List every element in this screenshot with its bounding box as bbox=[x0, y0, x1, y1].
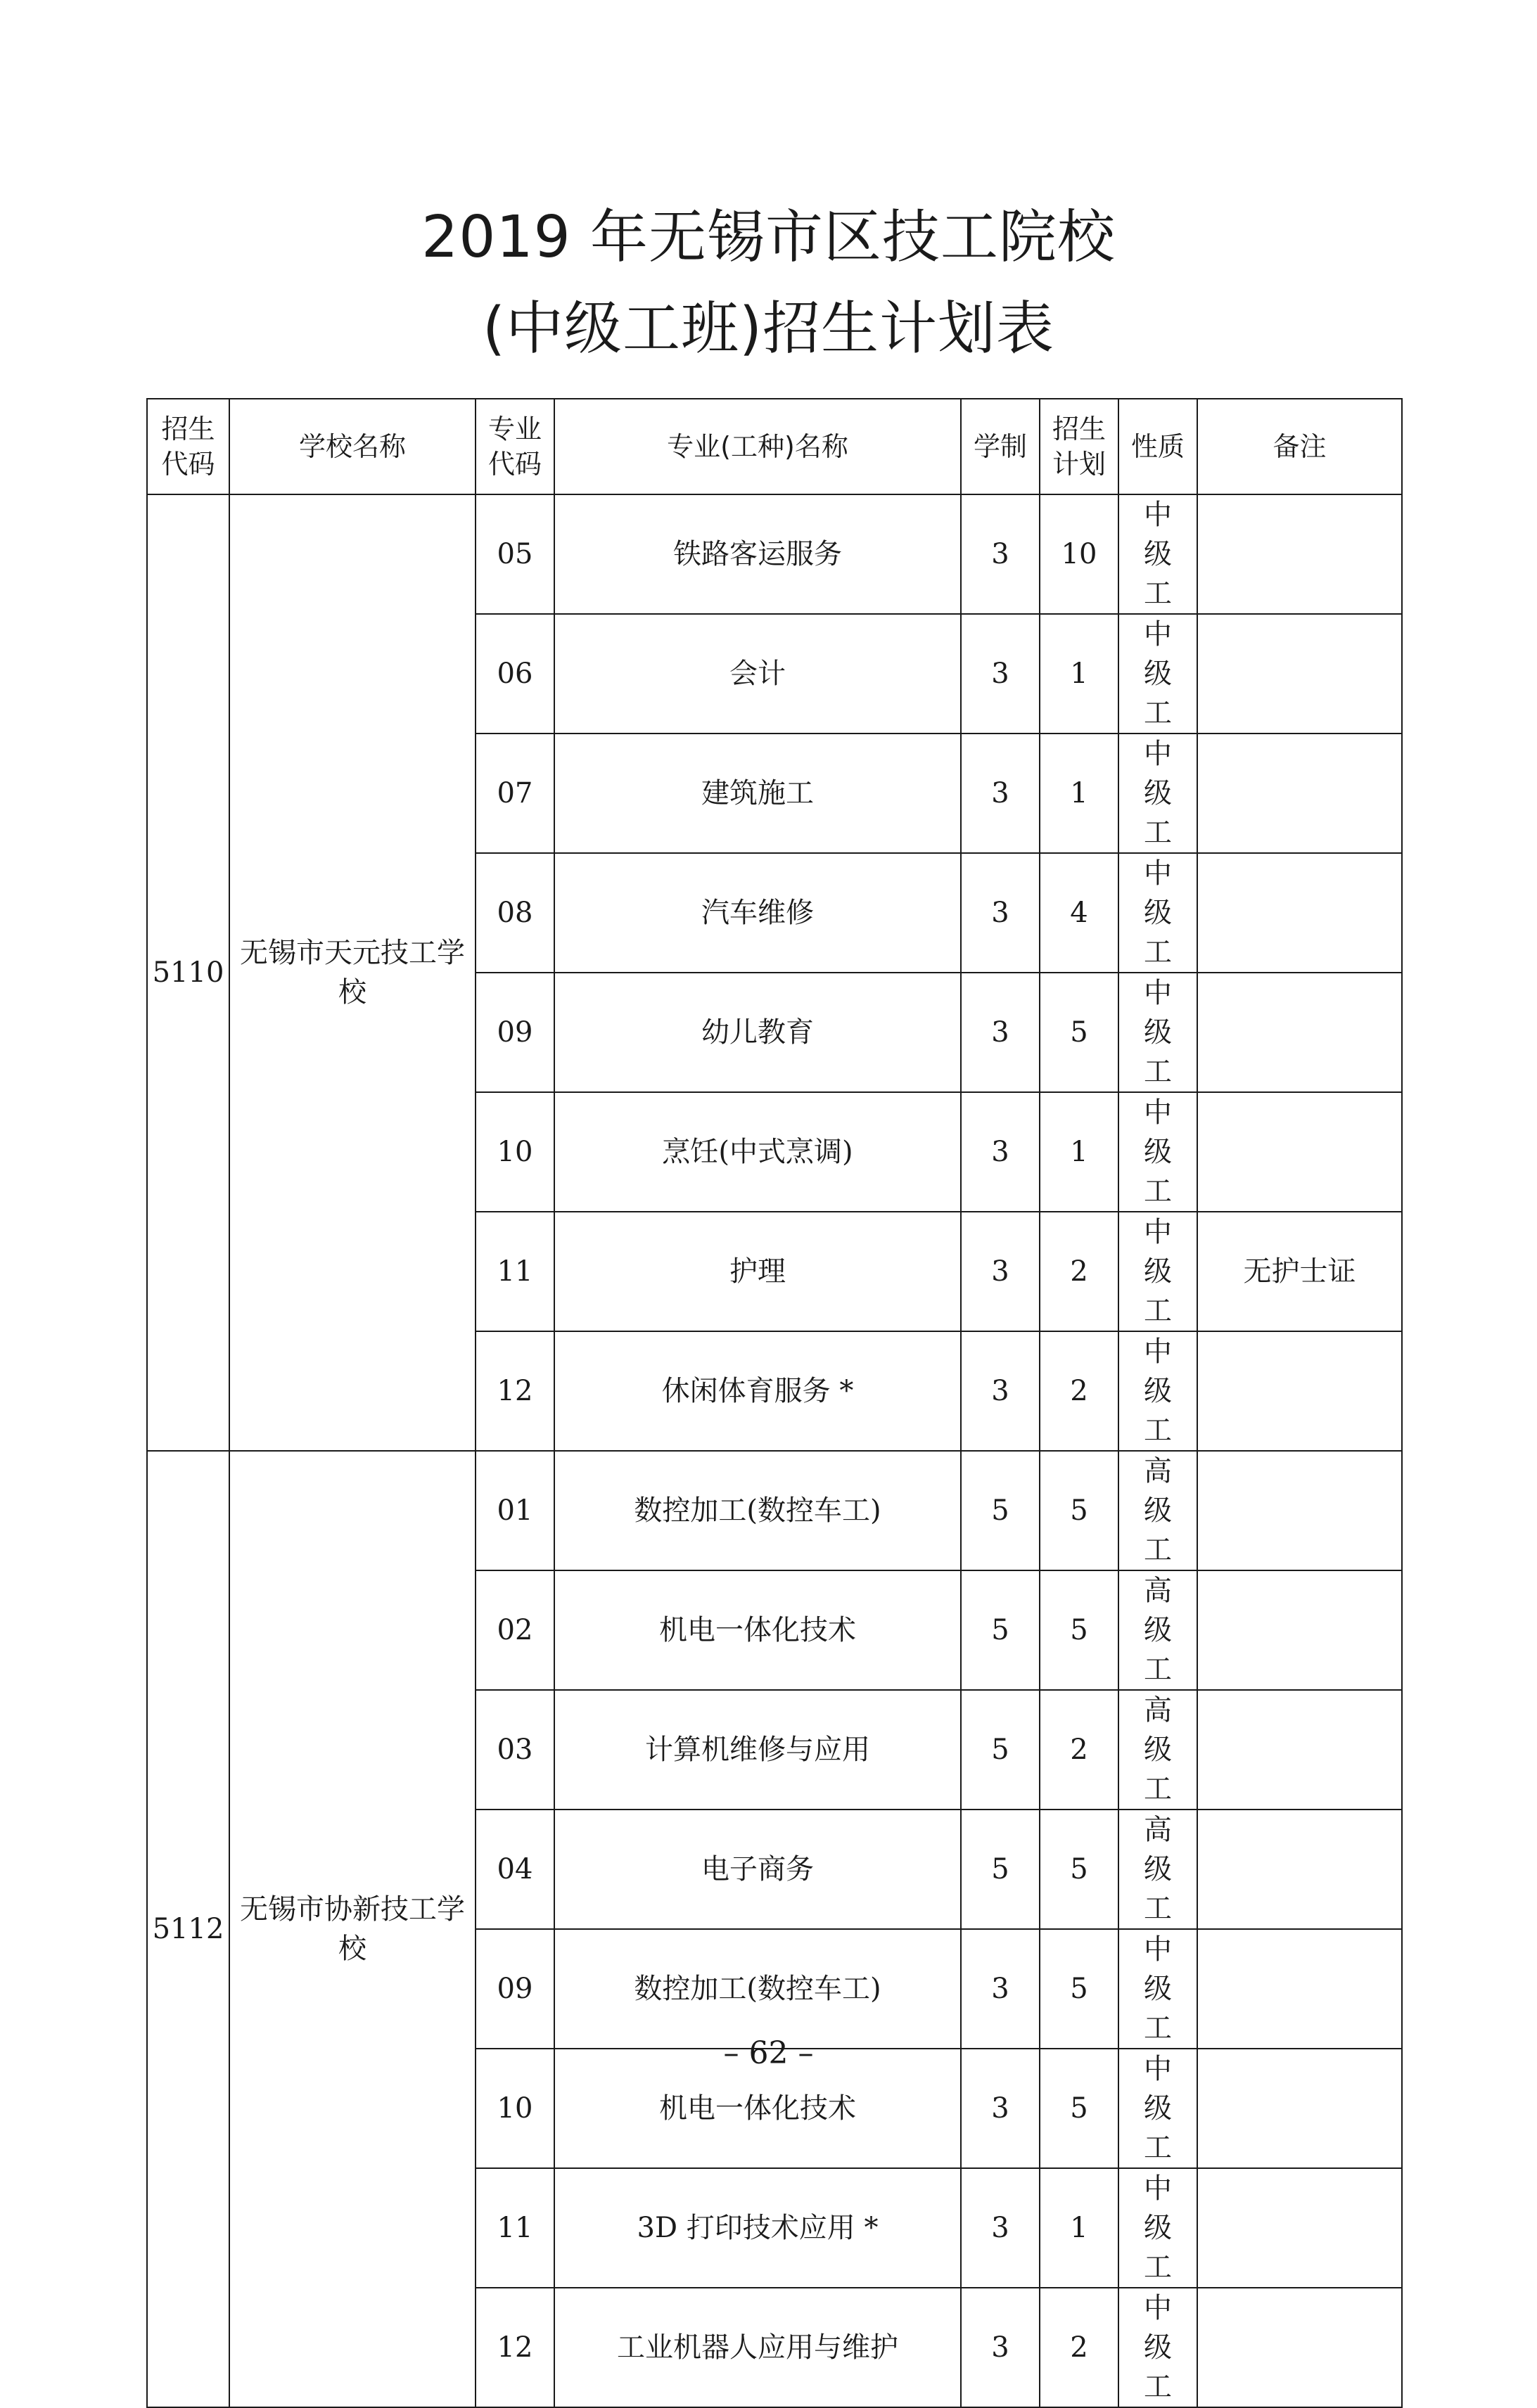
major-code-cell: 06 bbox=[476, 614, 554, 734]
school-code-cell: 5112 bbox=[147, 1451, 229, 2407]
years-cell: 5 bbox=[961, 1810, 1040, 1929]
header-major: 专业(工种)名称 bbox=[554, 399, 961, 494]
major-name-cell: 3D 打印技术应用 * bbox=[554, 2168, 961, 2288]
major-name-cell: 建筑施工 bbox=[554, 734, 961, 853]
nature-cell: 中级工 bbox=[1118, 2168, 1197, 2288]
nature-cell: 高级工 bbox=[1118, 1451, 1197, 1570]
note-cell bbox=[1197, 1690, 1402, 1810]
nature-cell: 高级工 bbox=[1118, 1810, 1197, 1929]
years-cell: 3 bbox=[961, 494, 1040, 614]
major-code-cell: 03 bbox=[476, 1690, 554, 1810]
nature-cell: 中级工 bbox=[1118, 1929, 1197, 2049]
page-title: 2019 年无锡市区技工院校 bbox=[421, 204, 1116, 271]
major-name-cell: 护理 bbox=[554, 1212, 961, 1331]
header-years: 学制 bbox=[961, 399, 1040, 494]
plan-cell: 2 bbox=[1040, 1690, 1118, 1810]
page-number: – 62 – bbox=[723, 2035, 814, 2071]
major-code-cell: 05 bbox=[476, 494, 554, 614]
major-name-cell: 铁路客运服务 bbox=[554, 494, 961, 614]
years-cell: 3 bbox=[961, 2288, 1040, 2407]
plan-cell: 5 bbox=[1040, 973, 1118, 1092]
major-name-cell: 计算机维修与应用 bbox=[554, 1690, 961, 1810]
note-cell bbox=[1197, 1092, 1402, 1212]
years-cell: 3 bbox=[961, 614, 1040, 734]
major-code-cell: 01 bbox=[476, 1451, 554, 1570]
table-row bbox=[147, 494, 1402, 614]
header-school: 学校名称 bbox=[229, 399, 476, 494]
years-cell: 5 bbox=[961, 1451, 1040, 1570]
major-name-cell: 数控加工(数控车工) bbox=[554, 1929, 961, 2049]
note-cell bbox=[1197, 494, 1402, 614]
plan-cell: 5 bbox=[1040, 1810, 1118, 1929]
plan-cell: 5 bbox=[1040, 1570, 1118, 1690]
note-cell bbox=[1197, 1451, 1402, 1570]
major-name-cell: 工业机器人应用与维护 bbox=[554, 2288, 961, 2407]
nature-cell: 中级工 bbox=[1118, 853, 1197, 973]
note-cell bbox=[1197, 2168, 1402, 2288]
note-cell bbox=[1197, 1810, 1402, 1929]
major-name-cell: 数控加工(数控车工) bbox=[554, 1451, 961, 1570]
years-cell: 3 bbox=[961, 853, 1040, 973]
major-name-cell: 幼儿教育 bbox=[554, 973, 961, 1092]
header-nature: 性质 bbox=[1118, 399, 1197, 494]
note-cell: 无护士证 bbox=[1197, 1212, 1402, 1331]
plan-cell: 2 bbox=[1040, 2288, 1118, 2407]
major-code-cell: 07 bbox=[476, 734, 554, 853]
header-code: 招生 代码 bbox=[147, 399, 229, 494]
plan-cell: 5 bbox=[1040, 1451, 1118, 1570]
major-code-cell: 09 bbox=[476, 1929, 554, 2049]
nature-cell: 中级工 bbox=[1118, 614, 1197, 734]
header-note: 备注 bbox=[1197, 399, 1402, 494]
major-code-cell: 10 bbox=[476, 2049, 554, 2168]
plan-cell: 5 bbox=[1040, 1929, 1118, 2049]
years-cell: 3 bbox=[961, 2049, 1040, 2168]
plan-cell: 10 bbox=[1040, 494, 1118, 614]
years-cell: 3 bbox=[961, 1929, 1040, 2049]
major-name-cell: 会计 bbox=[554, 614, 961, 734]
table-header-row bbox=[147, 399, 1402, 494]
major-code-cell: 04 bbox=[476, 1810, 554, 1929]
note-cell bbox=[1197, 734, 1402, 853]
school-code-cell: 5110 bbox=[147, 494, 229, 1451]
note-cell bbox=[1197, 614, 1402, 734]
plan-cell: 1 bbox=[1040, 614, 1118, 734]
school-name-cell: 无锡市协新技工学校 bbox=[229, 1451, 476, 2407]
nature-cell: 中级工 bbox=[1118, 2288, 1197, 2407]
table-row bbox=[147, 1451, 1402, 1570]
major-name-cell: 烹饪(中式烹调) bbox=[554, 1092, 961, 1212]
plan-cell: 1 bbox=[1040, 734, 1118, 853]
years-cell: 5 bbox=[961, 1690, 1040, 1810]
years-cell: 3 bbox=[961, 734, 1040, 853]
page-subtitle: (中级工班)招生计划表 bbox=[483, 295, 1054, 362]
nature-cell: 中级工 bbox=[1118, 2049, 1197, 2168]
header-plan: 招生 计划 bbox=[1040, 399, 1118, 494]
major-code-cell: 12 bbox=[476, 1331, 554, 1451]
school-name-cell: 无锡市天元技工学校 bbox=[229, 494, 476, 1451]
plan-cell: 2 bbox=[1040, 1212, 1118, 1331]
plan-cell: 1 bbox=[1040, 1092, 1118, 1212]
major-name-cell: 休闲体育服务 * bbox=[554, 1331, 961, 1451]
years-cell: 3 bbox=[961, 1212, 1040, 1331]
major-code-cell: 11 bbox=[476, 2168, 554, 2288]
major-name-cell: 机电一体化技术 bbox=[554, 1570, 961, 1690]
plan-cell: 5 bbox=[1040, 2049, 1118, 2168]
major-code-cell: 10 bbox=[476, 1092, 554, 1212]
note-cell bbox=[1197, 2288, 1402, 2407]
nature-cell: 中级工 bbox=[1118, 1331, 1197, 1451]
plan-cell: 2 bbox=[1040, 1331, 1118, 1451]
enrollment-plan-table bbox=[146, 398, 1403, 2408]
note-cell bbox=[1197, 853, 1402, 973]
nature-cell: 高级工 bbox=[1118, 1690, 1197, 1810]
note-cell bbox=[1197, 973, 1402, 1092]
plan-cell: 1 bbox=[1040, 2168, 1118, 2288]
major-name-cell: 机电一体化技术 bbox=[554, 2049, 961, 2168]
table-body bbox=[147, 494, 1402, 2407]
years-cell: 3 bbox=[961, 1092, 1040, 1212]
years-cell: 3 bbox=[961, 1331, 1040, 1451]
major-code-cell: 12 bbox=[476, 2288, 554, 2407]
major-code-cell: 11 bbox=[476, 1212, 554, 1331]
years-cell: 5 bbox=[961, 1570, 1040, 1690]
major-name-cell: 汽车维修 bbox=[554, 853, 961, 973]
plan-cell: 4 bbox=[1040, 853, 1118, 973]
nature-cell: 中级工 bbox=[1118, 1092, 1197, 1212]
note-cell bbox=[1197, 1929, 1402, 2049]
years-cell: 3 bbox=[961, 973, 1040, 1092]
note-cell bbox=[1197, 1570, 1402, 1690]
major-code-cell: 09 bbox=[476, 973, 554, 1092]
header-major-code: 专业 代码 bbox=[476, 399, 554, 494]
nature-cell: 中级工 bbox=[1118, 973, 1197, 1092]
nature-cell: 中级工 bbox=[1118, 734, 1197, 853]
nature-cell: 高级工 bbox=[1118, 1570, 1197, 1690]
major-code-cell: 02 bbox=[476, 1570, 554, 1690]
nature-cell: 中级工 bbox=[1118, 1212, 1197, 1331]
years-cell: 3 bbox=[961, 2168, 1040, 2288]
nature-cell: 中级工 bbox=[1118, 494, 1197, 614]
major-code-cell: 08 bbox=[476, 853, 554, 973]
major-name-cell: 电子商务 bbox=[554, 1810, 961, 1929]
note-cell bbox=[1197, 1331, 1402, 1451]
